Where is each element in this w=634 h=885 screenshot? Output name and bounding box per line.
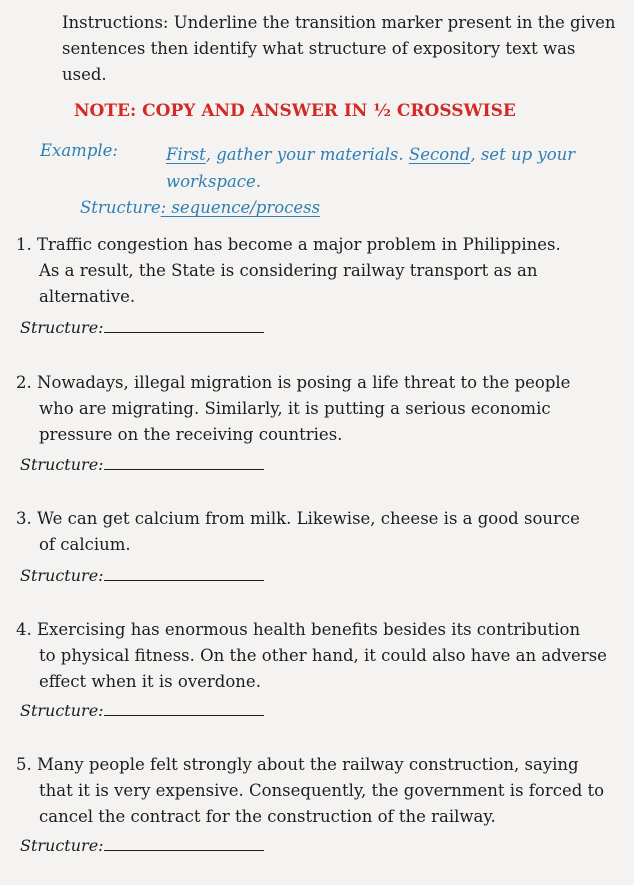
question-number: 4.	[16, 620, 32, 639]
question-text-rest: to physical fitness. On the other hand, it could also have an adverse effect when it is overdone.	[39, 646, 607, 691]
example-marker-second: Second	[408, 145, 471, 164]
structure-label: Structure:	[20, 836, 104, 855]
question-text-rest: that it is very expensive. Consequently, the government is forced to cancel the contract for the construction of the railway.	[39, 781, 605, 826]
question-1	[16, 232, 621, 310]
question-4	[16, 617, 621, 695]
example-text	[166, 141, 606, 195]
answer-line-4[interactable]	[20, 701, 264, 720]
instructions-text: Instructions: Underline the transition marker present in the given sentences then identify what structure of expository text was used.	[62, 13, 616, 84]
question-text-rest: of calcium.	[39, 535, 131, 554]
answer-line-3[interactable]	[20, 566, 264, 585]
question-text-rest: who are migrating. Similarly, it is putting a serious economic pressure on the receiving countries.	[39, 399, 551, 444]
example-text-part2: , set up your workspace.	[166, 145, 576, 191]
structure-label: Structure:	[20, 566, 104, 585]
structure-label: Structure:	[20, 701, 104, 720]
question-3	[16, 506, 621, 558]
instructions	[62, 10, 622, 88]
note-heading: NOTE: COPY AND ANSWER IN ½ CROSSWISE	[74, 101, 516, 121]
question-5	[16, 752, 621, 830]
question-text-rest: As a result, the State is considering railway transport as an alternative.	[39, 261, 538, 306]
answer-line-2[interactable]	[20, 455, 264, 474]
question-number: 1.	[16, 235, 32, 254]
question-number: 3.	[16, 509, 32, 528]
question-text-line1: Nowadays, illegal migration is posing a life threat to the people	[37, 373, 571, 392]
answer-blank[interactable]	[104, 318, 264, 333]
question-text-line1: Many people felt strongly about the railway construction, saying	[37, 755, 579, 774]
example-label: Example:	[40, 141, 118, 160]
answer-blank[interactable]	[104, 836, 264, 851]
example-structure-answer: : sequence/process	[160, 198, 321, 217]
answer-blank[interactable]	[104, 455, 264, 470]
answer-line-1[interactable]	[20, 318, 264, 337]
example-structure-label: Structure	[80, 198, 161, 217]
structure-label: Structure:	[20, 455, 104, 474]
example-marker-first: First	[166, 145, 206, 164]
structure-label: Structure:	[20, 318, 104, 337]
question-text-line1: We can get calcium from milk. Likewise, cheese is a good source	[37, 509, 580, 528]
question-number: 5.	[16, 755, 32, 774]
question-text-line1: Exercising has enormous health benefits besides its contribution	[37, 620, 581, 639]
answer-blank[interactable]	[104, 566, 264, 581]
example-text-part1: , gather your materials.	[205, 145, 409, 164]
answer-blank[interactable]	[104, 701, 264, 716]
question-number: 2.	[16, 373, 32, 392]
answer-line-5[interactable]	[20, 836, 264, 855]
example-structure	[80, 198, 320, 217]
question-2	[16, 370, 621, 448]
question-text-line1: Traffic congestion has become a major problem in Philippines.	[37, 235, 561, 254]
